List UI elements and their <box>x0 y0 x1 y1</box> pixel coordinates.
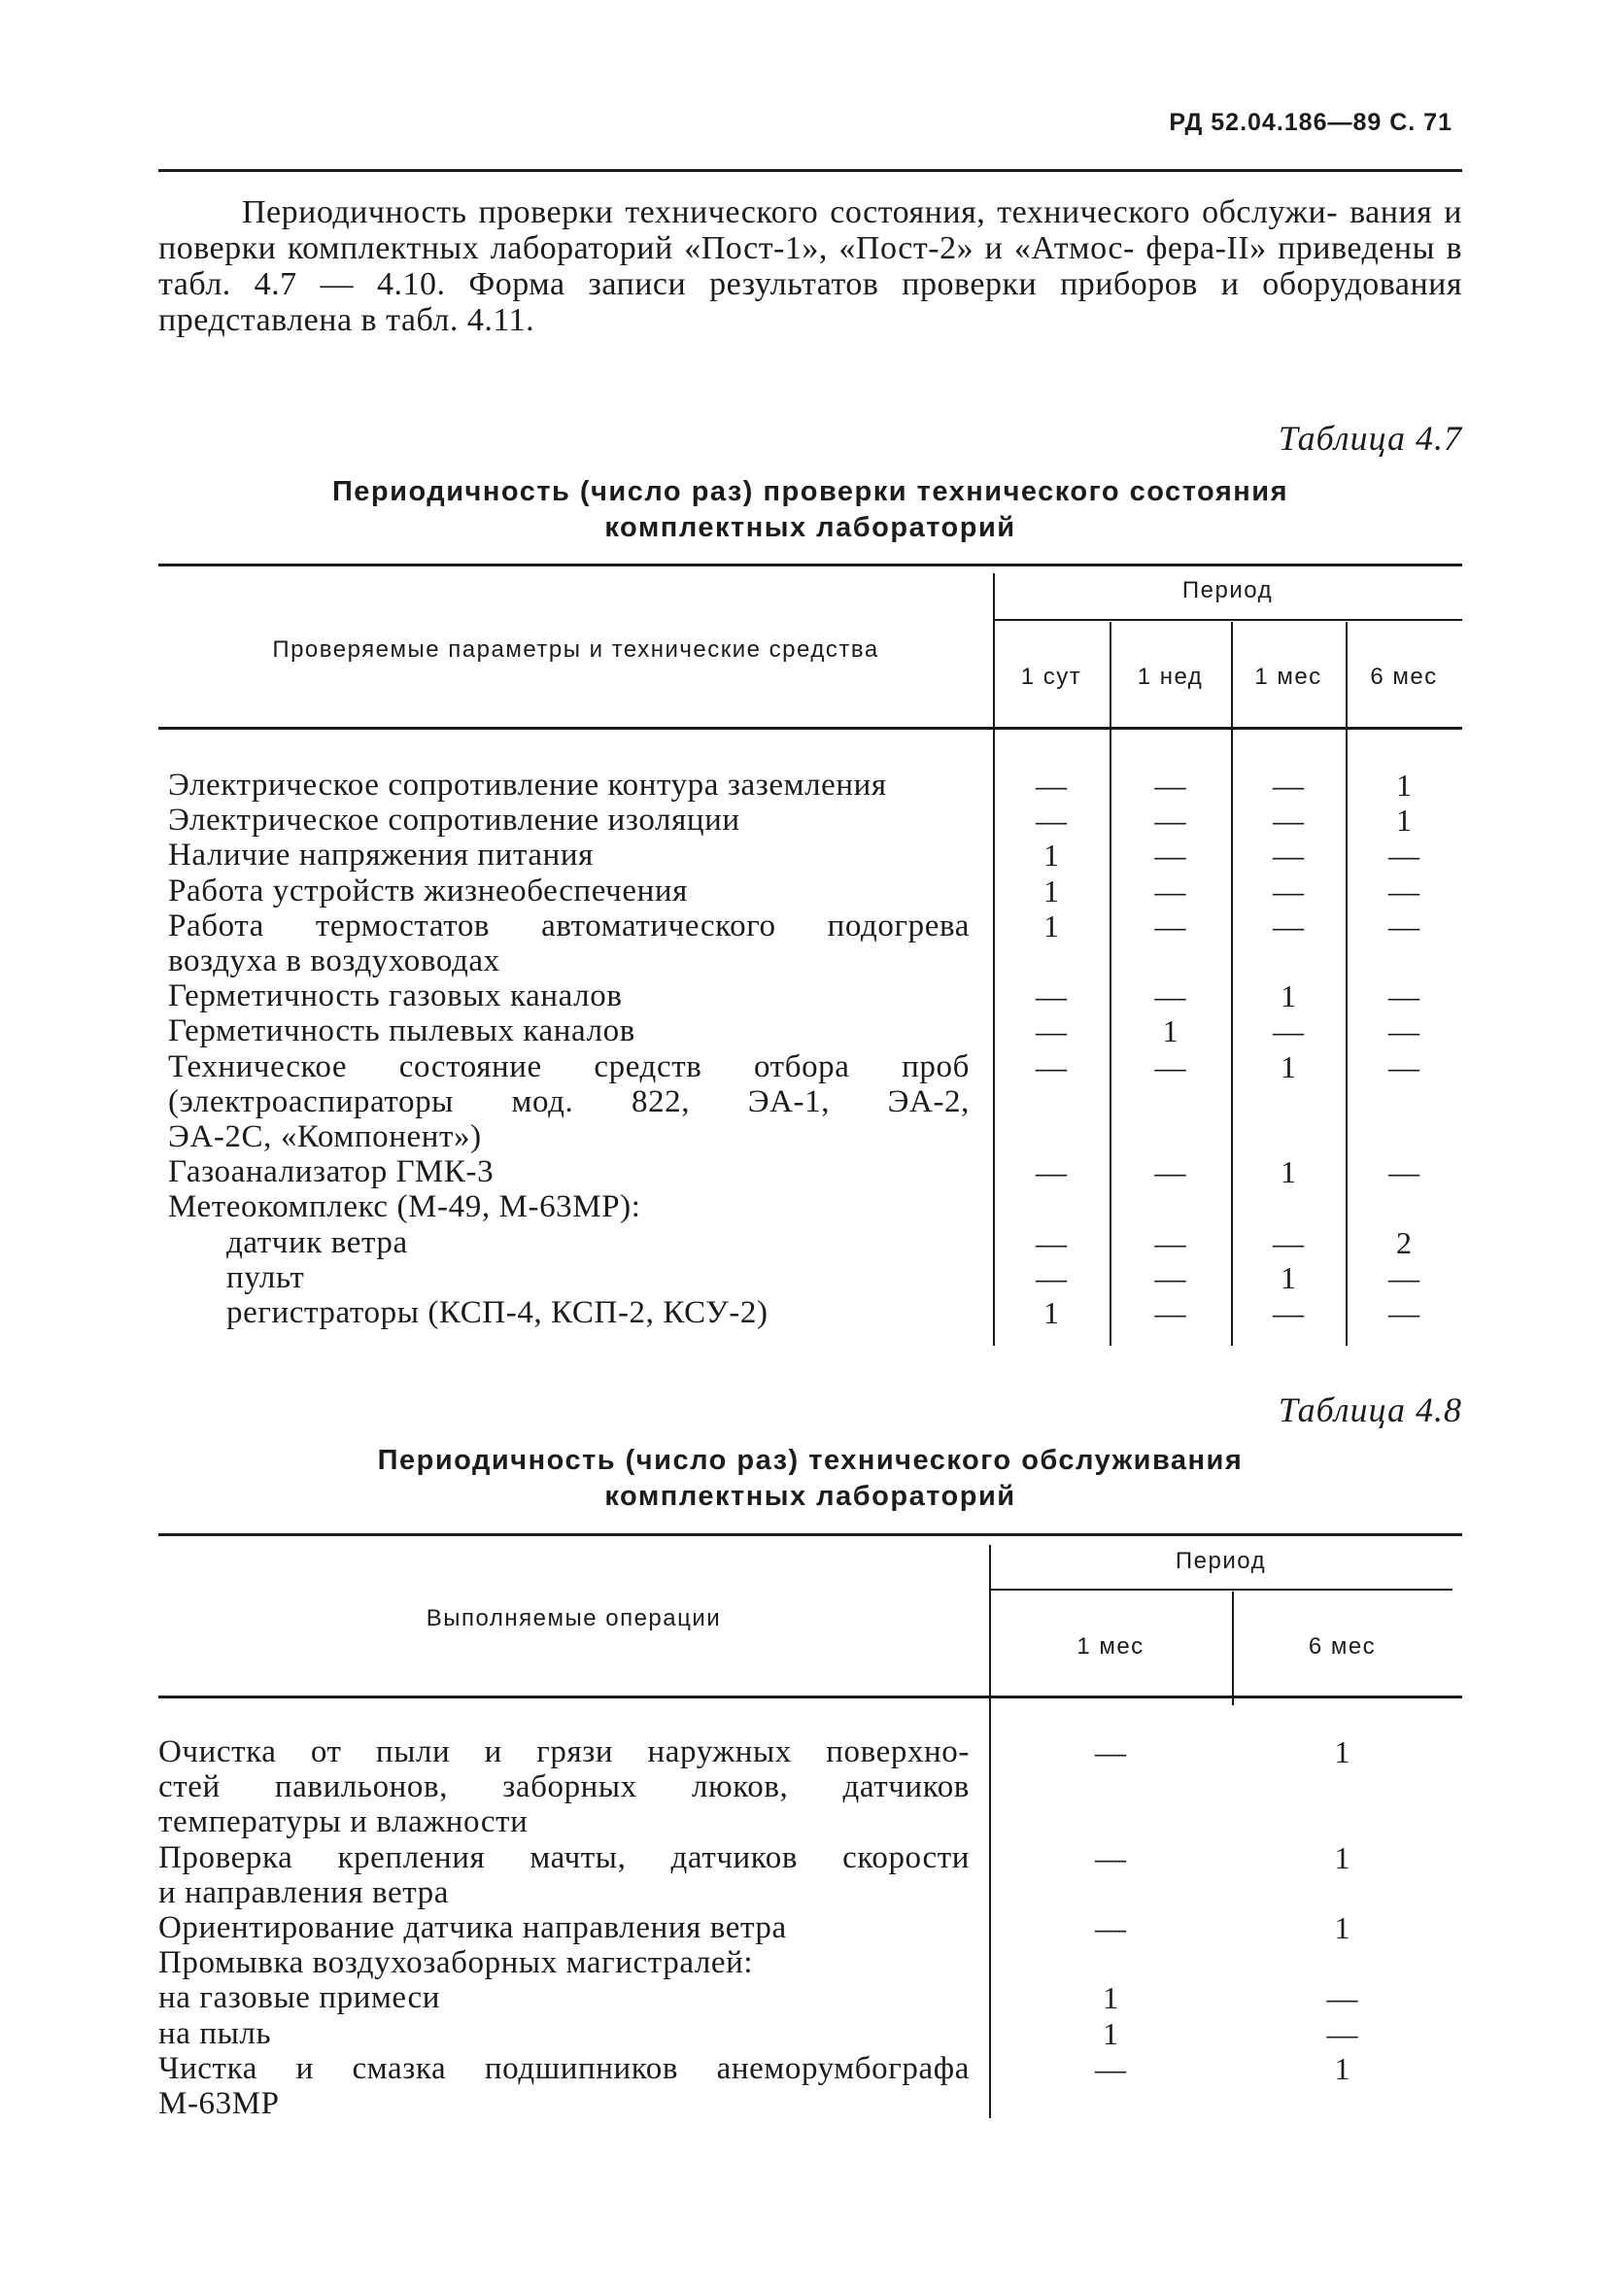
cell-value: — <box>1036 768 1067 803</box>
row-label: Проверка крепления мачты, датчиков скорости <box>158 1839 970 1875</box>
cell-value: 1 <box>1281 1259 1296 1295</box>
cell-value: 1 <box>1334 1734 1350 1769</box>
cell-value: — <box>1036 1259 1067 1295</box>
row-label: М-63МР <box>158 2086 280 2121</box>
table-4-7-period-col: 1 сут <box>1020 664 1082 690</box>
cell-value: — <box>1273 1295 1304 1330</box>
row-label: стей павильонов, заборных люков, датчиков <box>158 1769 970 1805</box>
table-title-line: комплектных лабораторий <box>604 1481 1016 1512</box>
table-4-7-period-col: 6 мес <box>1370 664 1438 690</box>
cell-value: — <box>1273 768 1304 803</box>
cell-value: — <box>1036 978 1067 1014</box>
table-4-8-period-col: 1 мес <box>1076 1633 1145 1660</box>
cell-value: — <box>1388 1013 1419 1049</box>
row-label: Герметичность пылевых каналов <box>168 1013 635 1049</box>
cell-value: — <box>1388 1259 1419 1295</box>
table-4-7-period-col: 1 мес <box>1254 664 1322 690</box>
table-title-line: Периодичность (число раз) проверки технического состояния <box>331 476 1289 507</box>
cell-value: — <box>1388 1048 1419 1084</box>
table-4-8-param-header: Выполняемые операции <box>426 1605 722 1631</box>
cell-value: — <box>1095 2050 1126 2086</box>
row-label: Техническое состояние средств отбора проб <box>168 1048 970 1084</box>
row-label: Метеокомплекс (М-49, М-63МР): <box>168 1189 641 1225</box>
table-4-7-param-header: Проверяемые параметры и технические средства <box>272 636 879 663</box>
table-4-8-period-header: Период <box>1175 1548 1267 1574</box>
cell-value: 1 <box>1103 1980 1118 2016</box>
row-label: Чистка и смазка подшипников анеморумбографа <box>158 2050 970 2086</box>
intro-text: приборов и оборудования представлена в табл. 4.11. <box>158 266 1463 338</box>
row-label: ЭА-2С, «Компонент») <box>168 1119 482 1154</box>
table-title-line: комплектных лабораторий <box>604 512 1016 543</box>
cell-value: — <box>1154 1154 1186 1190</box>
cell-value: — <box>1388 908 1419 943</box>
cell-value: — <box>1154 1224 1186 1260</box>
cell-value: — <box>1095 1734 1126 1769</box>
table-4-8-title <box>158 1443 1462 1515</box>
table-4-7-period-col: 1 нед <box>1137 664 1204 690</box>
row-label: Электрическое сопротивление изоляции <box>168 803 740 839</box>
table-4-7-header-rule <box>158 727 1462 730</box>
cell-value: 1 <box>1281 1154 1296 1190</box>
cell-value: 1 <box>1396 803 1412 839</box>
cell-value: — <box>1154 838 1186 874</box>
row-label: Работа термостатов автоматического подогрева <box>168 908 970 943</box>
cell-value: — <box>1154 908 1186 943</box>
table-4-8-period-col: 6 мес <box>1308 1633 1377 1660</box>
row-label: на пыль <box>158 2015 272 2051</box>
cell-value: 1 <box>1396 768 1412 803</box>
cell-value: — <box>1036 1224 1067 1260</box>
header-rule <box>158 169 1462 172</box>
table-4-7-label: Таблица 4.7 <box>1278 419 1462 458</box>
cell-value: — <box>1154 978 1186 1014</box>
row-label: Газоанализатор ГМК-3 <box>168 1154 495 1190</box>
row-label: Работа устройств жизнеобеспечения <box>168 873 688 908</box>
cell-value: — <box>1154 768 1186 803</box>
cell-value: 1 <box>1281 1048 1296 1084</box>
cell-value: — <box>1036 1048 1067 1084</box>
cell-value: — <box>1388 978 1419 1014</box>
cell-value: — <box>1388 1154 1419 1190</box>
cell-value: — <box>1036 1013 1067 1049</box>
page-header: РД 52.04.186—89 С. 71 <box>1169 109 1452 136</box>
row-label: температуры и влажности <box>158 1804 529 1840</box>
intro-text: вания и поверки комплектных лабораторий «Пост-1», «Пост-2» и «Атмос- <box>158 194 1462 266</box>
cell-value: — <box>1326 1980 1358 2016</box>
table-4-8-label: Таблица 4.8 <box>1278 1390 1462 1429</box>
row-label: (электроаспираторы мод. 822, ЭА-1, ЭА-2, <box>168 1083 970 1119</box>
row-label: Герметичность газовых каналов <box>168 978 623 1014</box>
cell-value: — <box>1273 838 1304 874</box>
row-label: Ориентирование датчика направления ветра <box>158 1910 787 1945</box>
cell-value: — <box>1388 838 1419 874</box>
cell-value: — <box>1388 1295 1419 1330</box>
cell-value: 1 <box>1162 1013 1179 1049</box>
table-4-7-period-header: Период <box>1181 577 1274 603</box>
row-label: Электрическое сопротивление контура заземления <box>168 768 887 803</box>
table-4-7-period-rule <box>993 619 1462 621</box>
row-label: на газовые примеси <box>158 1980 441 2016</box>
table-4-7-top-rule <box>158 564 1462 566</box>
cell-value: — <box>1154 1259 1186 1295</box>
cell-value: 1 <box>1103 2015 1118 2051</box>
cell-value: — <box>1273 873 1304 908</box>
table-4-8-period-rule <box>989 1589 1452 1591</box>
cell-value: — <box>1273 1224 1304 1260</box>
cell-value: — <box>1036 1154 1067 1190</box>
row-label: регистраторы (КСП-4, КСП-2, КСУ-2) <box>226 1295 769 1330</box>
cell-value: 1 <box>1334 1910 1350 1945</box>
cell-value: — <box>1326 2015 1358 2051</box>
cell-value: — <box>1154 1048 1186 1084</box>
cell-value: 2 <box>1396 1224 1412 1260</box>
cell-value: — <box>1154 1295 1186 1330</box>
cell-value: 1 <box>1334 1839 1350 1875</box>
cell-value: — <box>1273 803 1304 839</box>
intro-paragraph <box>158 194 1462 338</box>
cell-value: — <box>1154 873 1186 908</box>
row-label: пульт <box>226 1259 305 1295</box>
row-label: воздуха в воздуховодах <box>168 943 500 978</box>
table-4-8-top-rule <box>158 1533 1462 1536</box>
row-label: Промывка воздухозаборных магистралей: <box>158 1945 754 1981</box>
cell-value: — <box>1273 908 1304 943</box>
row-label: датчик ветра <box>226 1224 408 1260</box>
row-label: Наличие напряжения питания <box>168 838 594 874</box>
row-label: и направления ветра <box>158 1874 450 1910</box>
table-4-8-header-rule <box>158 1696 1462 1698</box>
cell-value: — <box>1154 803 1186 839</box>
cell-value: 1 <box>1281 978 1296 1014</box>
intro-text: Периодичность проверки технического состояния, технического обслужи- <box>242 194 1339 230</box>
cell-value: 1 <box>1043 1295 1059 1330</box>
cell-value: 1 <box>1043 838 1059 874</box>
cell-value: 1 <box>1334 2050 1350 2086</box>
cell-value: 1 <box>1043 873 1059 908</box>
intro-text: фера-II» приведены в табл. 4.7 — 4.10. Форма записи результатов проверки <box>158 230 1463 302</box>
cell-value: — <box>1095 1839 1126 1875</box>
cell-value: — <box>1036 803 1067 839</box>
row-label: Очистка от пыли и грязи наружных поверхно- <box>158 1734 970 1769</box>
table-title-line: Периодичность (число раз) технического обслуживания <box>377 1445 1244 1476</box>
cell-value: 1 <box>1043 908 1059 943</box>
cell-value: — <box>1388 873 1419 908</box>
table-4-7-title <box>158 474 1462 546</box>
cell-value: — <box>1095 1910 1126 1945</box>
cell-value: — <box>1273 1013 1304 1049</box>
